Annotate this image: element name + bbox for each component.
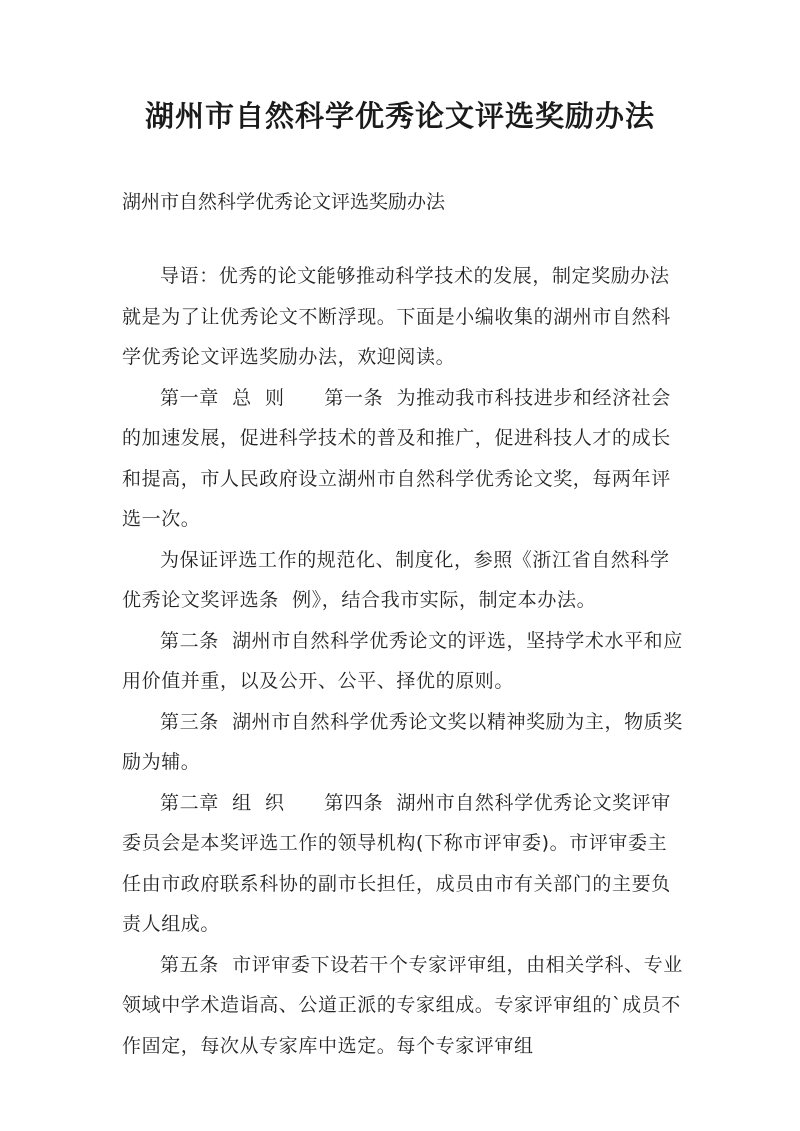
article-2-paragraph: 第二条 湖州市自然科学优秀论文的评选，坚持学术水平和应用价值并重，以及公开、公平、择优的原则。 bbox=[122, 629, 683, 692]
document-body bbox=[122, 256, 686, 1066]
article-5-paragraph: 第五条 市评审委下设若干个专家评审组，由相关学科、专业领域中学术造诣高、公道正派的专家组成。专家评审组的`成员不作固定，每次从专家库中选定。每个专家评审组 bbox=[122, 953, 683, 1057]
document-title: 湖州市自然科学优秀论文评选奖励办法 bbox=[144, 99, 655, 133]
article-3-paragraph: 第三条 湖州市自然科学优秀论文奖以精神奖励为主，物质奖励为辅。 bbox=[122, 710, 683, 773]
intro-paragraph: 导语：优秀的论文能够推动科学技术的发展，制定奖励办法就是为了让优秀论文不断浮现。下面是小编收集的湖州市自然科学优秀论文评选奖励办法，欢迎阅读。 bbox=[122, 265, 671, 368]
chapter-2-article-4-paragraph: 第二章 组 织 第四条 湖州市自然科学优秀论文奖评审委员会是本奖评选工作的领导机构(下称市评审委)。市评审委主任由市政府联系科协的副市长担任，成员由市有关部门的主要负责人组成。 bbox=[122, 791, 671, 935]
chapter-1-article-1-paragraph: 第一章 总 则 第一条 为推动我市科技进步和经济社会的加速发展，促进科学技术的普及和推广，促进科技人才的成长和提高，市人民政府设立湖州市自然科学优秀论文奖，每两年评选一次。 bbox=[122, 386, 671, 530]
body-paragraph: 为保证评选工作的规范化、制度化，参照《浙江省自然科学优秀论文奖评选条 例》，结合我市实际，制定本办法。 bbox=[122, 548, 670, 611]
document-subtitle: 湖州市自然科学优秀论文评选奖励办法 bbox=[122, 191, 446, 213]
